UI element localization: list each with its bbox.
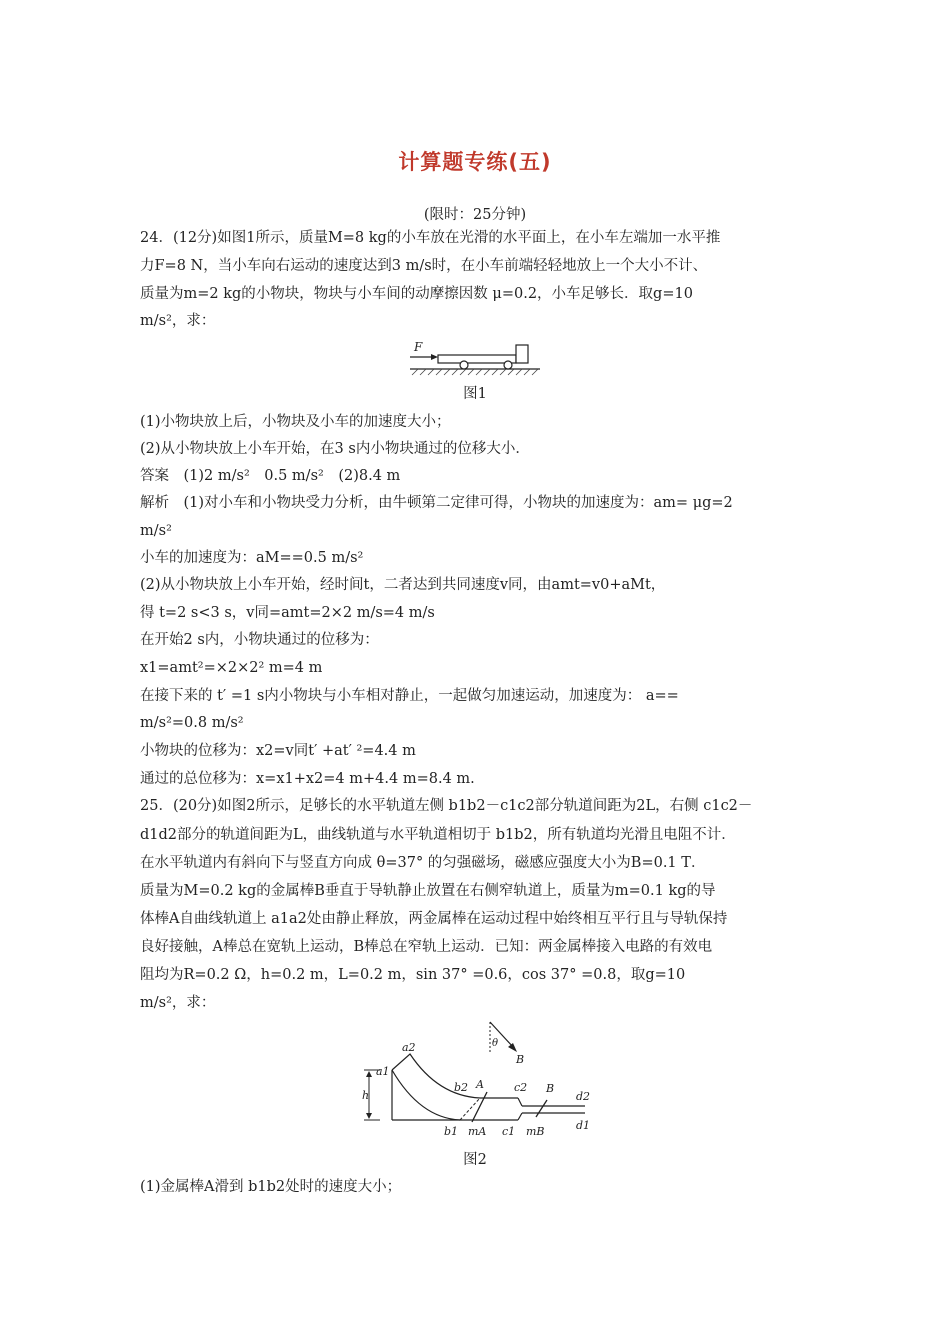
p25-line: 25．(20分)如图2所示，足够长的水平轨道左侧 b1b2－c1c2部分轨道间距为2L，右侧 c1c2－ (140, 798, 753, 814)
label-a2: a2 (402, 1041, 416, 1054)
p24-solution-line: 小物块的位移为：x2=v同t′ +at′ ²=4.4 m (140, 743, 416, 759)
label-bar-a: A (476, 1078, 484, 1091)
p24-solution-line: 得 t=2 s<3 s，v同=amt=2×2 m/s=4 m/s (140, 605, 435, 621)
figure-1 (400, 335, 550, 385)
p24-line: 质量为m=2 kg的小物块，物块与小车间的动摩擦因数 μ=0.2，小车足够长．取g=10 (140, 286, 693, 302)
p24-solution-line: m/s² (140, 523, 172, 539)
label-d1: d1 (576, 1119, 591, 1132)
p24-question: (2)从小物块放上小车开始，在3 s内小物块通过的位移大小． (140, 441, 530, 457)
figure-2 (350, 1018, 600, 1143)
p24-line: 力F=8 N，当小车向右运动的速度达到3 m/s时，在小车前端轻轻地放上一个大小不计、 (140, 258, 708, 274)
p25-line: 良好接触，A棒总在宽轨上运动，B棒总在窄轨上运动．已知：两金属棒接入电路的有效电 (140, 939, 713, 955)
label-ma: mA (468, 1125, 487, 1138)
label-a1: a1 (376, 1065, 390, 1078)
p25-line: 在水平轨道内有斜向下与竖直方向成 θ=37° 的匀强磁场，磁感应强度大小为B=0.1 T． (140, 855, 706, 871)
label-mb: mB (526, 1125, 545, 1138)
p25-line: 阻均为R=0.2 Ω，h=0.2 m，L=0.2 m，sin 37° =0.6，cos 37° =0.8，取g=10 (140, 967, 686, 983)
page-title: 计算题专练(五) (398, 150, 552, 174)
p24-solution-line: 通过的总位移为：x=x1+x2=4 m+4.4 m=8.4 m. (140, 771, 475, 787)
time-limit: (限时：25分钟) (423, 207, 527, 223)
theta-label: θ (492, 1038, 499, 1049)
force-label: F (414, 340, 423, 354)
p25-line: 质量为M=0.2 kg的金属棒B垂直于导轨静止放置在右侧窄轨道上，质量为m=0.1 kg的导 (140, 883, 716, 899)
p24-solution-line: m/s²=0.8 m/s² (140, 715, 244, 731)
p25-line: d1d2部分的轨道间距为L，曲线轨道与水平轨道相切于 b1b2，所有轨道均光滑且电阻不计． (140, 827, 736, 843)
p24-solution-line: (2)从小物块放上小车开始，经时间t，二者达到共同速度v同，由amt=v0+aMt， (140, 577, 666, 593)
label-b1: b1 (444, 1125, 459, 1138)
label-b2: b2 (454, 1081, 469, 1094)
figure-1-caption: 图1 (463, 386, 487, 402)
p24-answer: 答案 (1)2 m/s² 0.5 m/s² (2)8.4 m (140, 468, 401, 484)
p24-solution-line: 在开始2 s内，小物块通过的位移为： (140, 632, 379, 648)
p25-line: 体棒A自曲线轨道上 a1a2处由静止释放，两金属棒在运动过程中始终相互平行且与导轨保持 (140, 911, 728, 927)
p24-solution-line: x1=amt²=×2×2² m=4 m (140, 660, 323, 676)
label-c2: c2 (514, 1081, 528, 1094)
p24-line: 24．(12分)如图1所示，质量M=8 kg的小车放在光滑的水平面上，在小车左端加一水平推 (140, 230, 721, 246)
p25-question: (1)金属棒A滑到 b1b2处时的速度大小； (140, 1179, 402, 1195)
label-bar-b: B (546, 1082, 555, 1095)
label-d2: d2 (576, 1090, 591, 1103)
p24-solution-line: 解析 (1)对小车和小物块受力分析，由牛顿第二定律可得，小物块的加速度为：am= μg=2 (140, 495, 733, 511)
p24-line: m/s²，求： (140, 313, 216, 329)
field-b-label: B (516, 1053, 525, 1066)
label-c1: c1 (502, 1125, 516, 1138)
figure-2-caption: 图2 (463, 1152, 487, 1168)
p24-solution-line: 在接下来的 t′ =1 s内小物块与小车相对静止，一起做匀加速运动，加速度为： a== (140, 688, 679, 704)
p24-solution-line: 小车的加速度为：aM==0.5 m/s² (140, 550, 364, 566)
p24-question: (1)小物块放上后，小物块及小车的加速度大小； (140, 414, 451, 430)
p25-line: m/s²，求： (140, 995, 216, 1011)
height-label: h (362, 1089, 370, 1102)
